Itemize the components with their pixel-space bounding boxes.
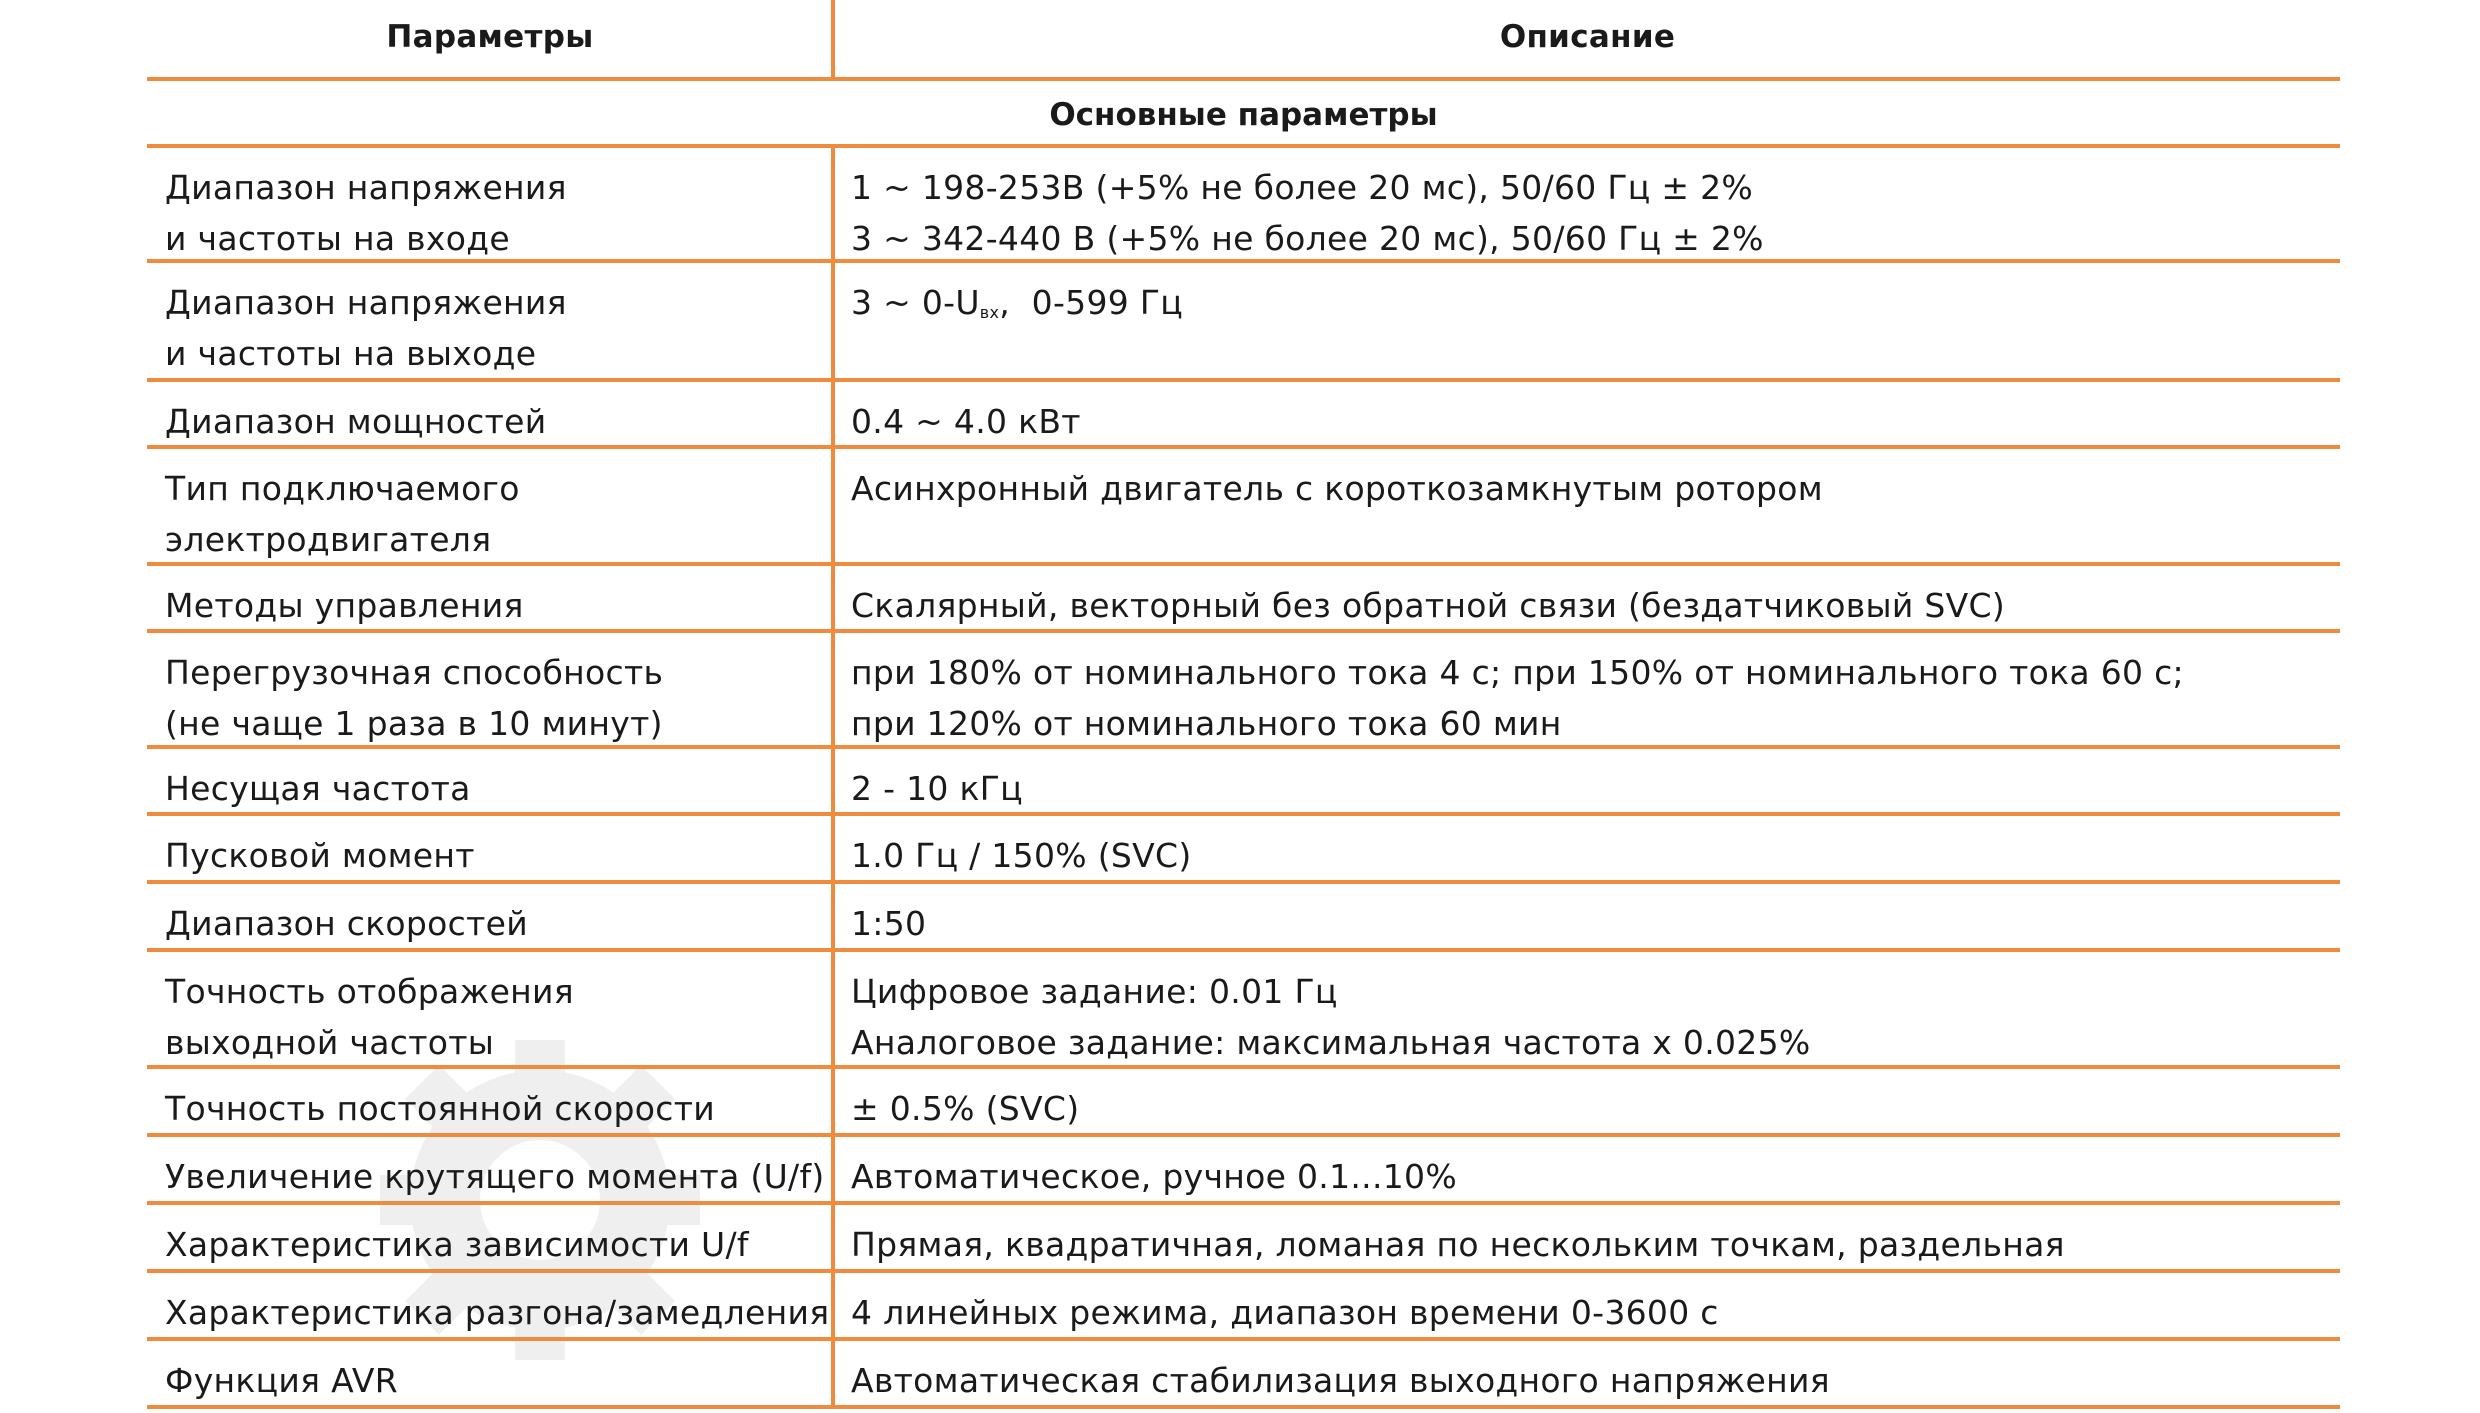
desc-line: 3 ~ 342-440 В (+5% не более 20 мс), 50/60 Гц ± 2% [851,219,1764,258]
param-column-header: Параметры [147,0,835,77]
desc-line: 1 ~ 198-253В (+5% не более 20 мс), 50/60 Гц ± 2% [851,168,1754,207]
desc-line: Цифровое задание: 0.01 Гц [851,972,1338,1011]
table-row [147,1205,2340,1273]
param-cell [147,449,835,562]
param-line: электродвигателя [165,520,492,559]
desc-line: Скалярный, векторный без обратной связи (бездатчиковый SVC) [851,586,2005,625]
param-line: Характеристика разгона/замедления [165,1293,830,1332]
table-row [147,449,2340,566]
param-line: Методы управления [165,586,524,625]
param-cell [147,1205,835,1269]
param-line: Перегрузочная способность [165,653,664,692]
param-line: выходной частоты [165,1023,495,1062]
desc-line: 2 - 10 кГц [851,769,1023,808]
desc-cell [835,382,2340,445]
desc-line: Асинхронный двигатель с короткозамкнутым ротором [851,469,1823,508]
table-row [147,1137,2340,1205]
param-cell [147,633,835,745]
param-cell [147,148,835,259]
desc-line: Автоматическая стабилизация выходного напряжения [851,1361,1830,1400]
desc-column-header: Описание [1499,19,1676,55]
desc-cell [835,884,2340,948]
param-line: Увеличение крутящего момента (U/f) [165,1157,825,1196]
table-row [147,749,2340,816]
param-line: и частоты на входе [165,219,510,258]
param-line: и частоты на выходе [165,334,537,373]
desc-suffix: , 0-599 Гц [999,283,1184,322]
param-line: Диапазон напряжения [165,283,567,322]
param-cell [147,1137,835,1201]
table-row [147,1069,2340,1137]
desc-cell [835,263,2340,378]
param-line: Точность постоянной скорости [165,1089,715,1128]
desc-line [851,277,2324,338]
desc-line: 4 линейных режима, диапазон времени 0-3600 с [851,1293,1719,1332]
param-line: Диапазон мощностей [165,402,547,441]
table-header [147,0,2340,81]
param-cell [147,1273,835,1337]
param-line: (не чаще 1 раза в 10 минут) [165,704,663,743]
table-row [147,148,2340,263]
param-cell [147,263,835,378]
param-cell [147,566,835,629]
desc-subscript: вх [979,303,1000,322]
section-title: Основные параметры [147,81,2340,148]
desc-line: при 180% от номинального тока 4 с; при 150% от номинального тока 60 с; [851,653,2184,692]
param-line: Пусковой момент [165,836,475,875]
param-line: Точность отображения [165,972,574,1011]
param-cell [147,1341,835,1405]
table-row [147,1273,2340,1341]
desc-cell [835,816,2340,880]
param-cell [147,382,835,445]
param-line: Диапазон скоростей [165,904,528,943]
param-line: Диапазон напряжения [165,168,567,207]
desc-cell [835,1069,2340,1133]
table-row [147,633,2340,749]
table-row [147,816,2340,884]
desc-cell [835,952,2340,1065]
table-row [147,1341,2340,1409]
param-cell [147,952,835,1065]
param-line: Тип подключаемого [165,469,520,508]
desc-cell [835,1137,2340,1201]
desc-line: 0.4 ~ 4.0 кВт [851,402,1081,441]
specs-table [147,0,2340,1409]
param-cell [147,816,835,880]
desc-line: при 120% от номинального тока 60 мин [851,704,1562,743]
desc-cell [835,449,2340,562]
param-cell [147,884,835,948]
table-row [147,952,2340,1069]
table-row [147,382,2340,449]
desc-cell [835,749,2340,812]
param-line: Характеристика зависимости U/f [165,1225,749,1264]
desc-cell [835,633,2340,745]
param-line: Несущая частота [165,769,471,808]
desc-line: ± 0.5% (SVC) [851,1089,1080,1128]
desc-cell [835,566,2340,629]
param-line: Функция AVR [165,1361,398,1400]
desc-cell [835,148,2340,259]
table-row [147,263,2340,382]
desc-line: 1.0 Гц / 150% (SVC) [851,836,1192,875]
desc-cell [835,1273,2340,1337]
param-cell [147,749,835,812]
table-row [147,566,2340,633]
desc-line: 1:50 [851,904,927,943]
desc-line: Прямая, квадратичная, ломаная по нескольким точкам, раздельная [851,1225,2065,1264]
desc-cell [835,1341,2340,1405]
desc-prefix: 3 ~ 0-U [851,283,980,322]
param-cell [147,1069,835,1133]
desc-line: Аналоговое задание: максимальная частота x 0.025% [851,1023,1811,1062]
desc-cell [835,1205,2340,1269]
table-row [147,884,2340,952]
desc-line: Автоматическое, ручное 0.1...10% [851,1157,1458,1196]
